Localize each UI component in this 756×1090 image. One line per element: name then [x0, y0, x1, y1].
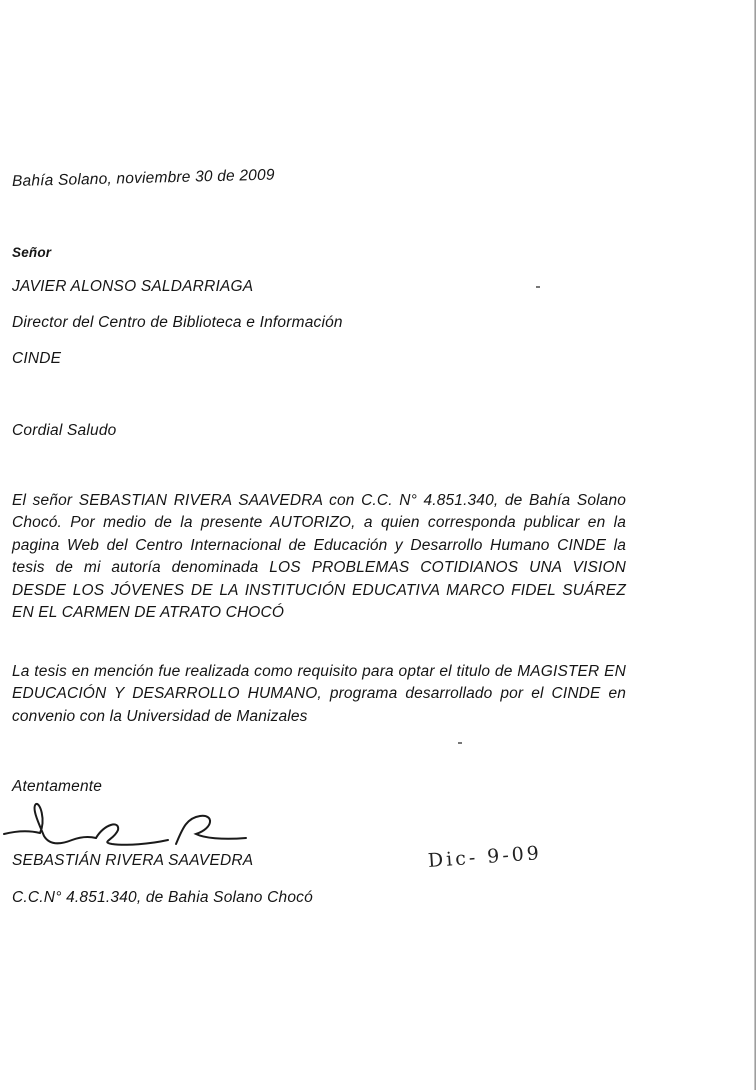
scan-speck [536, 286, 540, 288]
salutation: Señor [12, 245, 52, 260]
handwritten-date-note: Dic- 9-09 [427, 842, 543, 872]
closing: Atentamente [12, 778, 103, 795]
recipient-org: CINDE [12, 350, 62, 367]
scan-speck [458, 742, 462, 744]
recipient-role: Director del Centro de Biblioteca e Información [12, 314, 343, 331]
signer-name: SEBASTIÁN RIVERA SAAVEDRA [12, 852, 254, 869]
date-line: Bahía Solano, noviembre 30 de 2009 [11, 166, 275, 190]
signer-id: C.C.N° 4.851.340, de Bahia Solano Chocó [12, 889, 313, 906]
greeting: Cordial Saludo [12, 422, 117, 439]
thesis-paragraph: La tesis en mención fue realizada como requisito para optar el titulo de MAGISTER EN EDUCACIÓN Y DESARROLLO HUMANO, programa desarrollado por el CINDE en convenio con la Universidad de Manizales [12, 663, 626, 725]
authorization-paragraph: El señor SEBASTIAN RIVERA SAAVEDRA con C.C. N° 4.851.340, de Bahía Solano Chocó. Por medio de la presente AUTORIZO, a quien corresponda publicar en la pagina Web del Centro Internacional de Educación y Desarrollo Humano CINDE la tesis de mi autoría denominada LOS PROBLEMAS COTIDIANOS UNA VISION DESDE LOS JÓVENES DE LA INSTITUCIÓN EDUCATIVA MARCO FIDEL SUÁREZ EN EL CARMEN DE ATRATO CHOCÓ [12, 492, 626, 622]
recipient-name: JAVIER ALONSO SALDARRIAGA [12, 278, 254, 295]
